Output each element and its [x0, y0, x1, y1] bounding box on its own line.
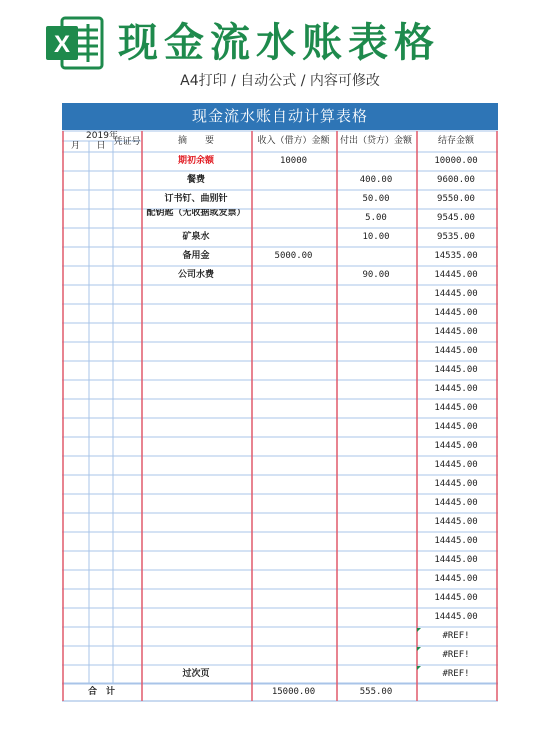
svg-text:X: X [53, 31, 71, 58]
row-summary: 备用金 [182, 251, 210, 261]
row-balance: 14445.00 [434, 346, 478, 356]
row-balance: 14445.00 [434, 289, 478, 299]
row-balance: 10000.00 [434, 156, 478, 166]
row-balance: 9600.00 [437, 175, 475, 185]
excel-icon [46, 16, 104, 70]
row-summary: 配钥匙（无收据或发票） [146, 209, 246, 218]
sheet-title-band: 现金流水账自动计算表格 [62, 103, 498, 130]
error-marker-icon [417, 666, 421, 670]
total-expense: 555.00 [359, 687, 393, 697]
expense-header: 付出（贷方）金额 [339, 136, 412, 146]
row-balance: 14535.00 [434, 251, 478, 261]
row-balance: #REF! [442, 669, 470, 679]
row-balance: 14445.00 [434, 365, 478, 375]
row-balance: #REF! [442, 631, 470, 641]
row-expense: 10.00 [362, 232, 390, 242]
row-balance: 14445.00 [434, 536, 478, 546]
month-header: 月 [70, 141, 80, 151]
row-summary: 公司水费 [177, 270, 214, 280]
row-balance: 14445.00 [434, 460, 478, 470]
error-marker-icon [417, 628, 421, 632]
row-balance: 14445.00 [434, 555, 478, 565]
row-income: 5000.00 [274, 251, 313, 261]
row-balance: 14445.00 [434, 574, 478, 584]
row-balance: 14445.00 [434, 441, 478, 451]
row-balance: 14445.00 [434, 498, 478, 508]
row-balance: 14445.00 [434, 479, 478, 489]
row-balance: 14445.00 [434, 270, 478, 280]
row-summary: 期初余额 [177, 156, 214, 166]
row-balance: 14445.00 [434, 593, 478, 603]
row-expense: 400.00 [359, 175, 393, 185]
row-income: 10000 [279, 156, 308, 166]
income-header: 收入（借方）金额 [257, 136, 330, 146]
row-balance: 9545.00 [437, 213, 475, 223]
row-balance: 14445.00 [434, 517, 478, 527]
row-summary: 过次页 [182, 669, 210, 679]
row-summary: 餐费 [186, 175, 205, 185]
page-title: 现金流水账表格 [118, 20, 440, 66]
total-label: 合 计 [87, 687, 115, 697]
row-expense: 5.00 [365, 213, 387, 223]
voucher-header: 凭证号 [113, 137, 141, 147]
total-income: 15000.00 [271, 687, 316, 697]
row-balance: 14445.00 [434, 327, 478, 337]
row-balance: 14445.00 [434, 308, 478, 318]
year-header: 2019年 [86, 131, 118, 141]
row-balance: #REF! [442, 650, 470, 660]
row-balance: 14445.00 [434, 403, 478, 413]
summary-header: 摘 要 [177, 136, 214, 146]
row-balance: 14445.00 [434, 612, 478, 622]
row-balance: 14445.00 [434, 422, 478, 432]
row-expense: 50.00 [362, 194, 390, 204]
balance-header: 结存金额 [437, 136, 474, 146]
error-marker-icon [417, 647, 421, 651]
row-balance: 14445.00 [434, 384, 478, 394]
row-summary: 矿泉水 [182, 232, 210, 242]
row-balance: 9550.00 [437, 194, 475, 204]
row-balance: 9535.00 [437, 232, 475, 242]
row-summary: 订书钉、曲别针 [164, 194, 228, 204]
template-banner [0, 0, 560, 100]
page-subtitle: A4打印 / 自动公式 / 内容可修改 [180, 73, 380, 89]
cash-ledger-sheet [62, 103, 498, 703]
row-expense: 90.00 [362, 270, 390, 280]
day-header: 日 [96, 141, 106, 151]
